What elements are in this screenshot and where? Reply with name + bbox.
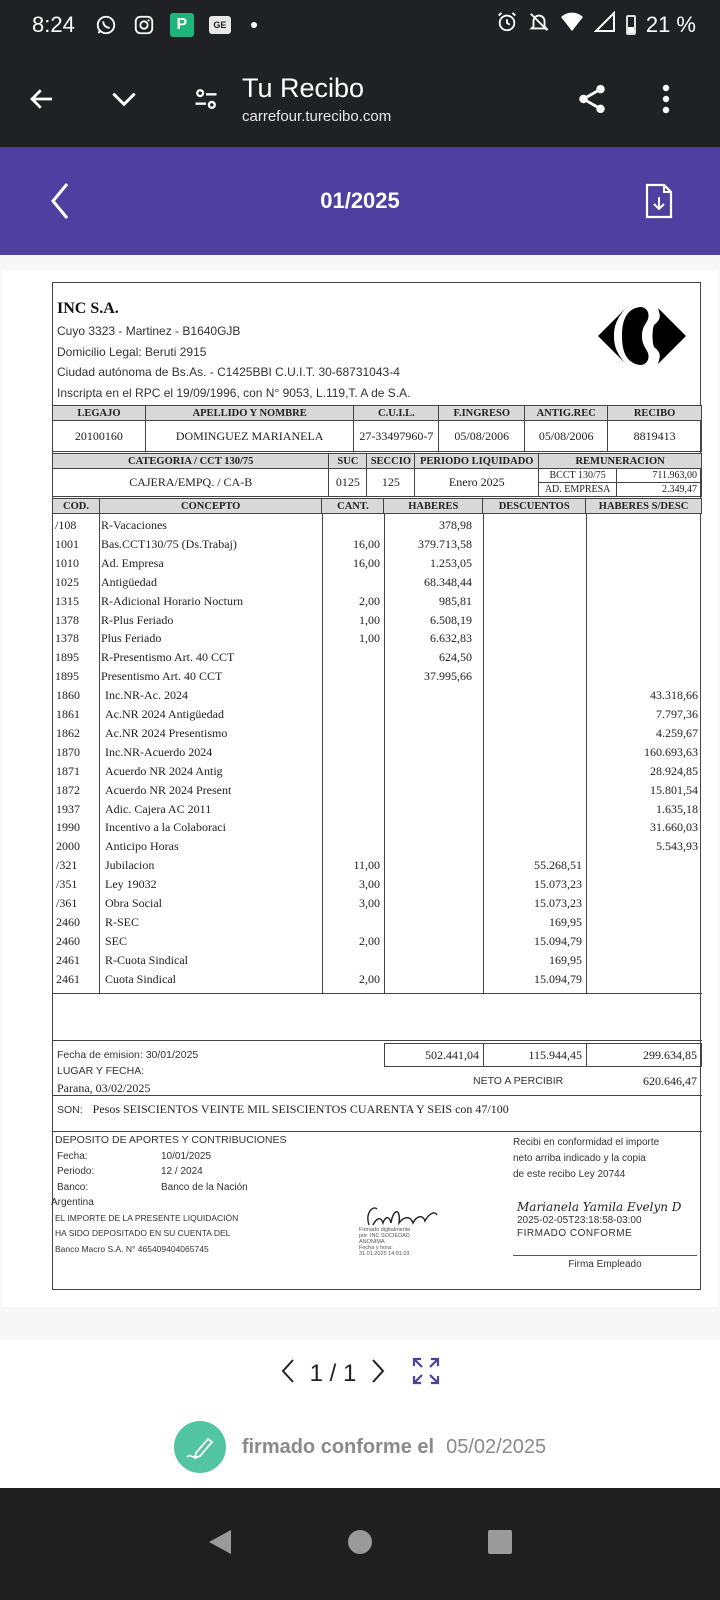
table-row [52,611,702,630]
header-concepto: CONCEPTO [99,499,322,514]
rem-bcct-label: BCCT 130/75 [539,469,617,483]
cell-concepto: SEC [105,933,128,948]
cell-cod: 1895 [55,669,79,684]
deposit-note-3: Banco Macro S.A. N° 465409404065745 [55,1243,209,1254]
cell-concepto: Plus Feriado [101,631,162,646]
cell-cod: 1860 [56,688,80,703]
cell-descuentos: 55.268,51 [534,858,582,873]
deposit-info [51,1133,287,1257]
cell-cod: /361 [56,896,78,910]
status-bar [0,0,720,50]
cell-concepto: Incentivo a la Colaboraci [105,820,226,835]
son-top-rule [52,1095,702,1096]
signed-banner [0,1420,720,1474]
suc-value: 0125 [329,469,367,497]
chevron-right-icon [370,1358,386,1384]
lugar-fecha-label: LUGAR Y FECHA: [57,1065,145,1077]
son-line [57,1102,509,1117]
cell-haberes: 379.713,58 [418,536,472,551]
category-table [52,453,702,497]
deposit-note-2: HA SIDO DEPOSITADO EN SU CUENTA DEL [55,1228,231,1238]
previous-receipt-button[interactable] [40,179,80,223]
fecha-emision: Fecha de emision: 30/01/2025 [57,1049,199,1061]
previous-page-button[interactable] [280,1358,296,1391]
cell-concepto: R-Presentismo Art. 40 CCT [101,650,235,665]
table-row [52,516,702,535]
stamp-line-4: Fecha y hora: [359,1245,393,1251]
table-row [52,894,702,913]
cell-haberes: 37.995,66 [424,669,472,684]
cell-cod: 1861 [56,707,80,721]
cell-concepto: R-SEC [105,914,140,929]
employee-name: DOMINGUEZ MARIANELA [145,421,354,452]
table-row [52,932,702,951]
cell-concepto: Acuerdo NR 2024 Antig [105,763,223,778]
table-row [52,573,702,592]
header-fingreso: F.INGRESO [439,406,525,421]
cell-cod: /351 [56,877,78,892]
deposit-fecha-value: 10/01/2025 [161,1150,212,1162]
company-name: INC S.A. [57,300,119,317]
table-row [52,951,702,970]
son-text: Pesos SEISCIENTOS VEINTE MIL SEISCIENTOS CUARENTA Y SEIS con 47/100 [92,1102,509,1116]
cell-haberes-sdesc: 28.924,85 [650,763,698,778]
header-periodo: PERIODO LIQUIDADO [415,454,539,469]
deposit-banco-value: Banco de la Nación [161,1181,248,1193]
cell-cod: 1862 [56,725,80,740]
cell-cod: 1315 [55,593,79,608]
ge-app-icon: GE [207,12,233,38]
share-icon [575,82,609,116]
header-antig-rec: ANTIG.REC [525,406,608,421]
cell-cod: 1937 [56,801,80,816]
share-button[interactable] [570,77,614,121]
cell-cod: 1010 [55,555,79,570]
employee-signed-status: FIRMADO CONFORME [517,1228,633,1239]
cell-cant: 1,00 [359,612,380,627]
table-row [52,686,702,705]
cell-concepto: R-Plus Feriado [101,612,174,627]
cell-haberes: 624,50 [439,650,472,665]
cell-cant: 2,00 [359,971,380,986]
stamp-line-2: por: INC SOCIEDAD [359,1233,410,1239]
cell-cod: /321 [56,858,78,873]
cell-cod: 1378 [55,612,79,627]
conformity-line-2: neto arriba indicado y la copia [513,1153,646,1164]
employee-signature: Marianela Yamila Evelyn D [517,1200,682,1214]
items-header [52,498,702,514]
header-descuentos: DESCUENTOS [483,499,586,514]
stamp-line-5: 31.01.2025 14:01:03 [359,1251,410,1257]
header-seccio: SECCIO [367,454,415,469]
cell-concepto: Adic. Cajera AC 2011 [105,801,212,816]
signature-pen-icon [174,1421,226,1473]
table-row [52,818,702,837]
cell-cant: 11,00 [353,858,380,873]
table-row [52,629,702,648]
employee-table [52,405,702,452]
whatsapp-icon [93,12,119,38]
deposit-top-rule [52,1131,702,1132]
rem-bcct-value: 711.963,00 [617,469,702,483]
cell-cod: 1870 [56,744,80,759]
deposit-banco-label: Banco: [57,1181,89,1193]
cell-descuentos: 15.073,23 [534,877,582,892]
battery-level: 21 % [645,12,696,37]
table-row [52,554,702,573]
pay-receipt [52,282,701,1290]
conformity-line-1: Recibi en conformidad el importe [513,1137,660,1148]
cell-cant: 3,00 [359,896,380,910]
cell-cod: 1990 [56,820,80,835]
total-haberes-sdesc: 299.634,85 [586,1043,702,1067]
nav-back-button[interactable] [207,1528,233,1561]
neto-label: NETO A PERCIBIR [473,1075,564,1087]
employer-digital-stamp [359,1227,449,1257]
chevron-left-icon [280,1358,296,1384]
cell-cod: 1001 [55,536,79,551]
cell-haberes-sdesc: 31.660,03 [650,820,698,835]
cell-concepto: R-Cuota Sindical [105,952,188,967]
employee-signed-at: 2025-02-05T23:18:58-03:00 [517,1215,642,1226]
cell-haberes-sdesc: 15.801,54 [650,782,698,797]
cell-cant: 2,00 [359,593,380,608]
cell-cod: 2000 [56,839,80,854]
table-row [52,800,702,819]
signature-line [513,1255,697,1256]
header-cuil: C.U.I.L. [354,406,439,421]
lugar-fecha-value: Parana, 03/02/2025 [57,1081,151,1095]
header-remuneracion: REMUNERACION [539,454,702,469]
cell-cod: /108 [55,518,77,532]
cell-concepto: Presentismo Art. 40 CCT [101,669,223,684]
carrefour-logo [596,305,688,367]
table-row [52,667,702,686]
cell-haberes: 68.348,44 [424,574,472,589]
page-title: Tu Recibo [242,73,365,103]
header-recibo: RECIBO [608,406,702,421]
cell-haberes-sdesc: 7.797,36 [656,707,698,721]
nav-recents-icon [487,1529,513,1555]
header-categoria: CATEGORIA / CCT 130/75 [53,454,329,469]
deposit-periodo-label: Periodo: [57,1166,95,1177]
cell-cant: 1,00 [359,631,380,646]
antig-rec-value: 05/08/2006 [525,421,608,452]
company-city-cuit: Ciudad autónoma de Bs.As. - C1425BBI C.U.I.T. 30-68731043-4 [57,365,400,379]
table-row [52,762,702,781]
seccio-value: 125 [367,469,415,497]
battery-icon [626,15,636,35]
cell-concepto: Acuerdo NR 2024 Present [105,782,232,797]
cell-haberes-sdesc: 1.635,18 [656,801,698,816]
cell-cod: 1872 [56,782,80,797]
totals-top-rule [52,1040,702,1041]
cell-descuentos: 169,95 [549,914,582,929]
cell-concepto: Antigüedad [101,574,157,589]
stamp-line-1: Firmado digitalmente [359,1227,411,1233]
alarm-icon [496,11,518,39]
receipt-period: 01/2025 [320,188,400,213]
cuil-value: 27-33497960-7 [354,421,439,452]
total-haberes: 502.441,04 [384,1043,484,1067]
cell-cod: 2461 [56,952,80,967]
rem-ad-value: 2.349,47 [617,483,702,497]
total-descuentos: 115.944,45 [483,1043,587,1067]
cell-haberes: 985,81 [439,593,472,608]
conformity-line-3: de este recibo Ley 20744 [513,1169,626,1180]
chevron-left-icon [49,181,71,221]
nav-home-icon [347,1529,373,1555]
son-label: SON: [57,1104,83,1116]
items-table [52,514,702,993]
system-navigation-bar [0,1488,720,1600]
more-options-button[interactable] [644,77,688,121]
deposit-fecha-label: Fecha: [57,1150,88,1162]
document-page [2,270,718,1307]
cell-cod: 1871 [56,763,80,778]
header-legajo: LEGAJO [53,406,146,421]
cell-cod: 2461 [56,971,80,986]
more-vert-icon [662,84,670,114]
cell-descuentos: 169,95 [549,952,582,967]
status-time: 8:24 [32,12,75,37]
cell-cod: 2460 [56,914,80,929]
cell-haberes-sdesc: 4.259,67 [656,725,698,740]
cell-concepto: Inc.NR-Ac. 2024 [105,688,188,703]
signed-date: 05/02/2025 [446,1435,547,1458]
more-dot-icon [251,22,257,28]
table-row [52,535,702,554]
deposit-banco-value-cont: Argentina [51,1197,94,1208]
header-suc: SUC [329,454,367,469]
payment-app-icon: P [169,12,195,38]
cell-concepto: Inc.NR-Acuerdo 2024 [105,744,213,759]
cell-cod: 1895 [55,650,79,665]
cell-signal-icon [594,11,616,39]
recibo-value: 8819413 [608,421,702,452]
cell-cant: 3,00 [359,877,380,892]
document-viewer[interactable] [0,255,720,1340]
cell-haberes: 378,98 [439,518,472,532]
cell-cant: 16,00 [353,536,380,551]
cell-concepto: Cuota Sindical [105,971,176,986]
table-row [52,875,702,894]
legajo-value: 20100160 [53,421,146,452]
signed-label: firmado conforme el [241,1435,435,1458]
cell-cod: 2460 [56,933,80,948]
notifications-off-icon [528,11,550,39]
site-settings-button[interactable] [184,77,228,121]
firma-empleado-label: Firma Empleado [568,1259,642,1270]
download-button[interactable] [642,181,676,221]
header-apellido-nombre: APELLIDO Y NOMBRE [145,406,354,421]
cell-haberes: 1.253,05 [430,555,472,570]
table-row [52,781,702,800]
browser-toolbar [0,50,720,147]
categoria-value: CAJERA/EMPQ. / CA-B [53,469,329,497]
company-registry: Inscripta en el RPC el 19/09/1996, con N° 9053, L.119,T. A de S.A. [57,385,411,400]
table-row [52,743,702,762]
company-address: Cuyo 3323 - Martinez - B1640GJB [57,324,241,338]
conformity-text [513,1135,659,1183]
employee-signature-block [517,1201,681,1240]
page-title-block [242,72,391,125]
cell-concepto: Bas.CCT130/75 (Ds.Trabaj) [101,536,237,551]
nav-home-button[interactable] [347,1529,373,1560]
chevron-down-icon [108,83,140,115]
page-indicator: 1 / 1 [309,1360,357,1387]
cell-concepto: Obra Social [105,896,162,910]
nav-recents-button[interactable] [487,1529,513,1560]
table-row [52,856,702,875]
company-info [57,297,410,403]
cell-haberes-sdesc: 160.693,63 [644,744,698,759]
stamp-line-3: ANONIMA [359,1239,385,1245]
cell-concepto: Ad. Empresa [101,555,164,570]
minimize-button[interactable] [102,77,146,121]
next-page-button[interactable] [370,1358,386,1391]
cell-haberes-sdesc: 5.543,93 [656,839,698,854]
page-url: carrefour.turecibo.com [242,108,392,125]
cell-cod: 1025 [55,574,79,589]
cell-concepto: R-Adicional Horario Nocturn [101,593,243,608]
deposit-periodo-value: 12 / 2024 [161,1166,203,1177]
pager [0,1352,720,1396]
cell-descuentos: 15.094,79 [534,971,582,986]
back-button[interactable] [20,77,64,121]
tune-icon [192,85,220,113]
table-row [52,648,702,667]
table-row [52,705,702,724]
header-cod: COD. [53,499,100,514]
instagram-icon [131,12,157,38]
items-bottom-rule [52,993,702,994]
table-row [52,913,702,932]
cell-concepto: Ley 19032 [105,877,157,892]
table-row [52,724,702,743]
header-cant: CANT. [322,499,384,514]
receipt-header [0,147,720,255]
table-row [52,837,702,856]
cell-cant: 16,00 [353,555,380,570]
cell-concepto: Jubilacion [105,858,155,873]
neto-value: 620.646,47 [643,1074,697,1088]
rem-ad-label: AD. EMPRESA [539,483,617,497]
fullscreen-button[interactable] [412,1357,440,1392]
periodo-value: Enero 2025 [415,469,539,497]
cell-concepto: Anticipo Horas [105,839,179,854]
expand-icon [412,1357,440,1385]
table-row [52,970,702,989]
nav-back-icon [207,1528,233,1556]
fingreso-value: 05/08/2006 [439,421,525,452]
cell-haberes-sdesc: 43.318,66 [650,688,698,703]
table-row [52,592,702,611]
cell-cod: 1378 [55,631,79,646]
cell-concepto: Ac.NR 2024 Antigüedad [105,707,224,721]
cell-concepto: Ac.NR 2024 Presentismo [105,725,228,740]
wifi-icon [560,11,584,39]
deposit-note-1: EL IMPORTE DE LA PRESENTE LIQUIDACIÓN [55,1212,239,1223]
cell-cant: 2,00 [359,933,380,948]
cell-descuentos: 15.073,23 [534,896,582,910]
header-haberes: HABERES [384,499,483,514]
file-download-icon [644,182,674,220]
cell-descuentos: 15.094,79 [534,933,582,948]
cell-concepto: R-Vacaciones [101,518,167,532]
company-legal-address: Domicilio Legal: Beruti 2915 [57,344,207,359]
arrow-left-icon [27,84,57,114]
deposit-title: DEPOSITO DE APORTES Y CONTRIBUCIONES [55,1134,287,1146]
cell-haberes: 6.508,19 [430,612,472,627]
cell-haberes: 6.632,83 [430,631,472,646]
header-haberes-sdesc: HABERES S/DESC [586,499,702,514]
